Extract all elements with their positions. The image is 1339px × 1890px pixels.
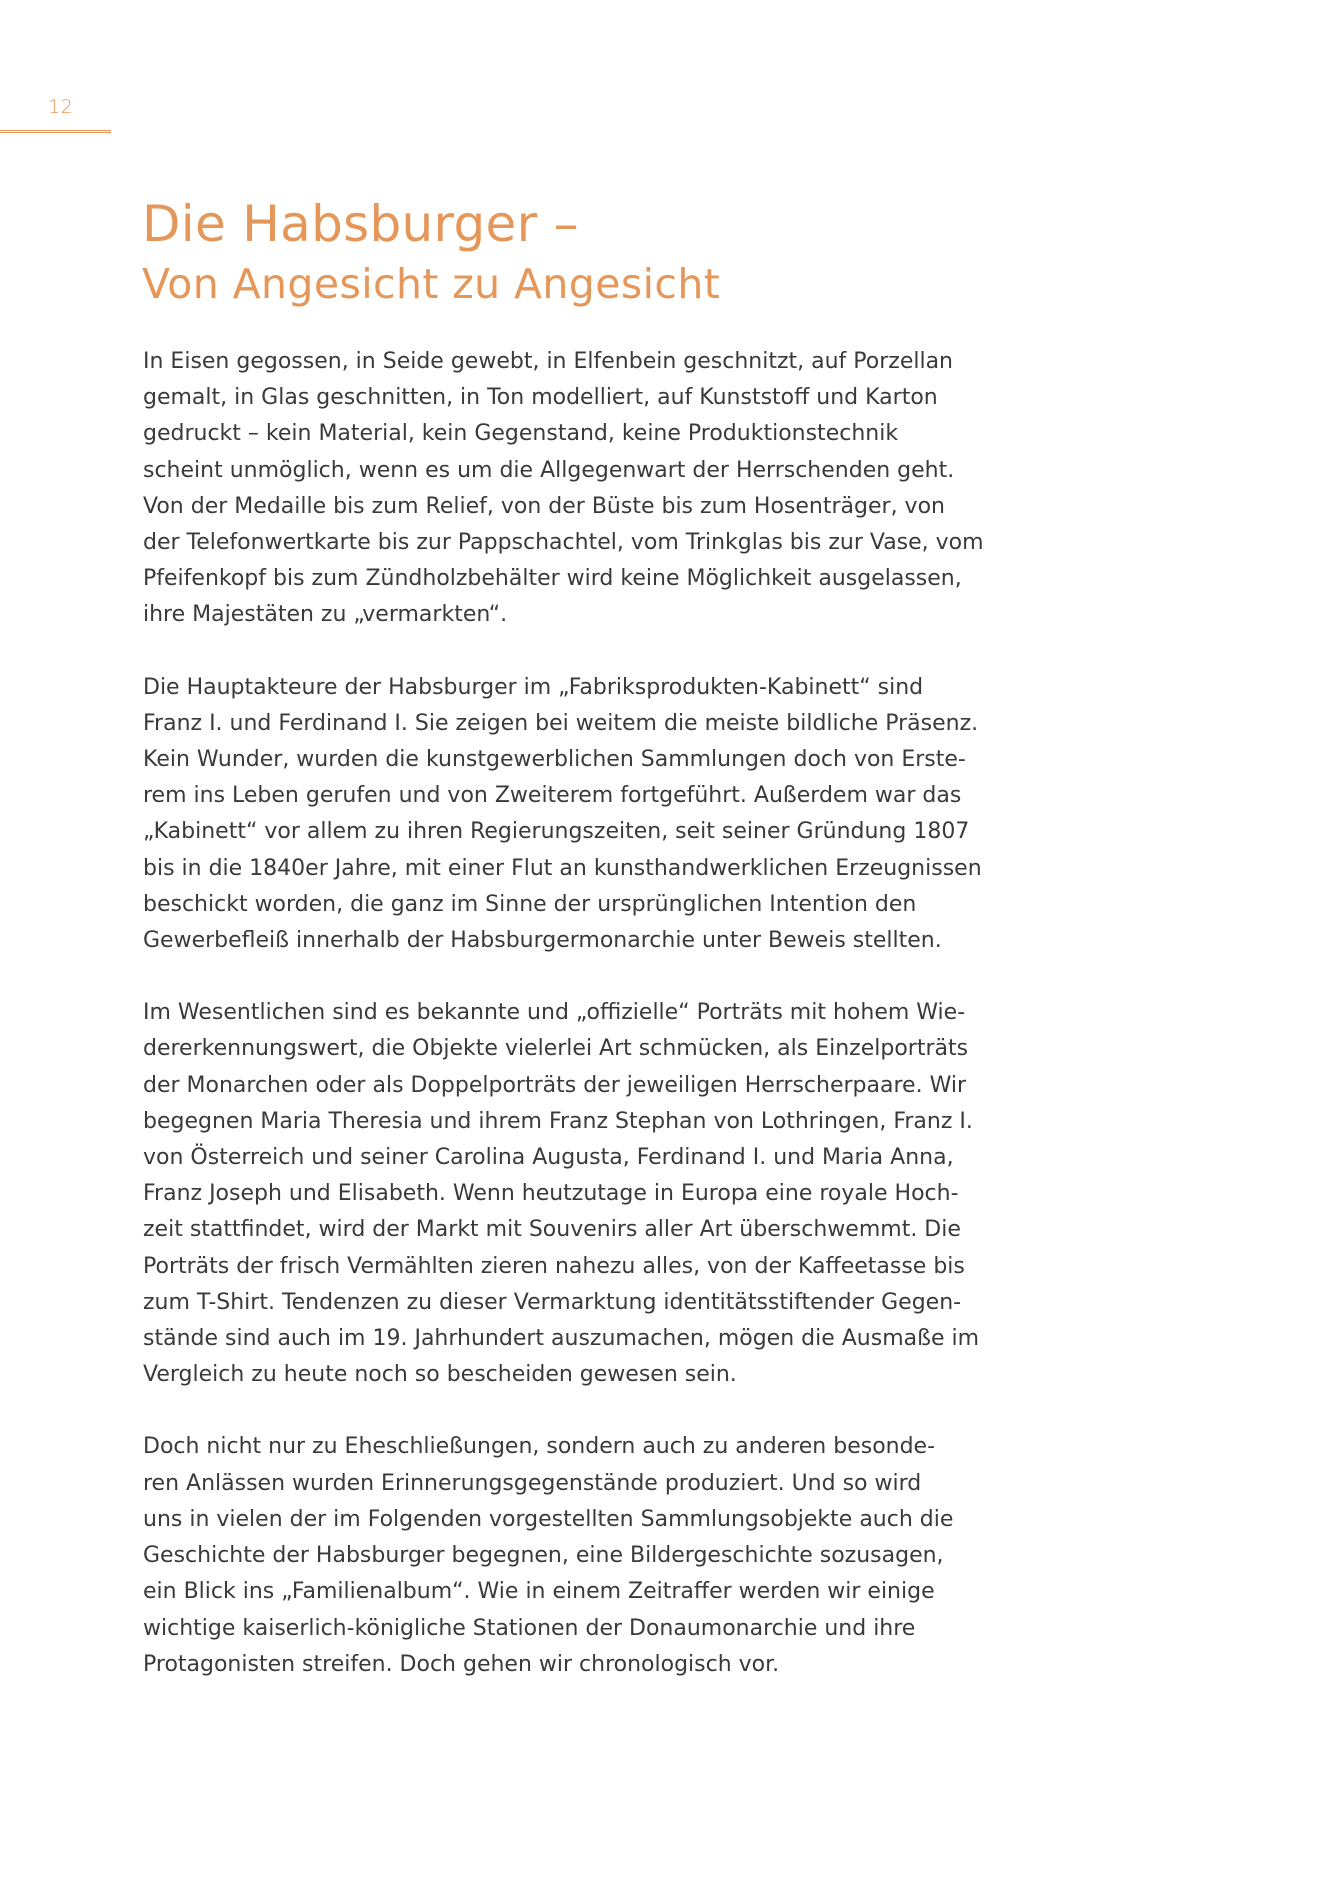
paragraph-1 [143, 344, 1033, 634]
page-number-rule [0, 130, 111, 133]
text-line: Protagonisten streifen. Doch gehen wir chronologisch vor. [143, 1651, 780, 1677]
text-line: der Monarchen oder als Doppelporträts der jeweiligen Herrscherpaare. Wir [143, 1072, 966, 1098]
text-line: In Eisen gegossen, in Seide gewebt, in Elfenbein geschnitzt, auf Porzellan [143, 349, 954, 374]
text-line: gedruckt – kein Material, kein Gegenstand, keine Produktionstechnik [143, 421, 899, 447]
paragraph-2 [143, 670, 1033, 960]
text-line: beschickt worden, die ganz im Sinne der ursprünglichen Intention den [143, 891, 917, 917]
page-number: 12 [48, 96, 74, 118]
text-line: stände sind auch im 19. Jahrhundert auszumachen, mögen die Ausmaße im [143, 1326, 980, 1352]
text-line: uns in vielen der im Folgenden vorgestellten Sammlungsobjekte auch die [143, 1506, 954, 1532]
text-line: Porträts der frisch Vermählten zieren nahezu alles, von der Kaffeetasse bis [143, 1253, 965, 1279]
text-line: „Kabinett“ vor allem zu ihren Regierungszeiten, seit seiner Gründung 1807 [143, 819, 970, 845]
text-line: Pfeifenkopf bis zum Zündholzbehälter wird keine Möglichkeit ausgelassen, [143, 566, 962, 592]
text-line: von Österreich und seiner Carolina Augusta, Ferdinand I. und Maria Anna, [143, 1145, 954, 1171]
text-line: ihre Majestäten zu „vermarkten“. [143, 602, 508, 628]
text-line: Vergleich zu heute noch so bescheiden gewesen sein. [143, 1362, 737, 1388]
text-line: ren Anlässen wurden Erinnerungsgegenstände produziert. Und so wird [143, 1470, 922, 1496]
text-line: Franz I. und Ferdinand I. Sie zeigen bei weitem die meiste bildliche Präsenz. [143, 710, 979, 736]
paragraph-4 [143, 1429, 1033, 1682]
paragraph-3 [143, 995, 1033, 1393]
text-line: begegnen Maria Theresia und ihrem Franz Stephan von Lothringen, Franz I. [143, 1108, 973, 1134]
text-line: Gewerbefleiß innerhalb der Habsburgermonarchie unter Beweis stellten. [143, 928, 942, 954]
text-line: Doch nicht nur zu Eheschließungen, sondern auch zu anderen besonde- [143, 1434, 936, 1460]
text-line: Kein Wunder, wurden die kunstgewerblichen Sammlungen doch von Erste- [143, 747, 966, 773]
text-line: wichtige kaiserlich-königliche Stationen der Donaumonarchie und ihre [143, 1615, 916, 1641]
text-line: zum T-Shirt. Tendenzen zu dieser Vermarktung identitätsstiftender Gegen- [143, 1289, 962, 1315]
text-line: Im Wesentlichen sind es bekannte und „offizielle“ Porträts mit hohem Wie- [143, 1000, 966, 1026]
text-line: Geschichte der Habsburger begegnen, eine Bildergeschichte sozusagen, [143, 1543, 944, 1569]
text-line: rem ins Leben gerufen und von Zweiterem fortgeführt. Außerdem war das [143, 783, 962, 809]
text-line: Die Hauptakteure der Habsburger im „Fabriksprodukten-Kabinett“ sind [143, 674, 924, 700]
text-line: zeit stattfindet, wird der Markt mit Souvenirs aller Art überschwemmt. Die [143, 1217, 961, 1243]
chapter-subtitle: Von Angesicht zu Angesicht [142, 260, 721, 308]
text-line: scheint unmöglich, wenn es um die Allgegenwart der Herrschenden geht. [143, 457, 955, 483]
text-line: der Telefonwertkarte bis zur Pappschachtel, vom Trinkglas bis zur Vase, vom [143, 530, 984, 556]
chapter-heading [142, 192, 1042, 312]
body-text [143, 344, 1033, 1719]
chapter-title: Die Habsburger – [142, 195, 579, 253]
text-line: ein Blick ins „Familienalbum“. Wie in einem Zeitraffer werden wir einige [143, 1579, 935, 1605]
text-line: dererkennungswert, die Objekte vielerlei Art schmücken, als Einzelporträts [143, 1036, 969, 1062]
text-line: bis in die 1840er Jahre, mit einer Flut an kunsthandwerklichen Erzeugnissen [143, 855, 982, 881]
text-line: Franz Joseph und Elisabeth. Wenn heutzutage in Europa eine royale Hoch- [143, 1181, 959, 1207]
text-line: Von der Medaille bis zum Relief, von der Büste bis zum Hosenträger, von [143, 493, 945, 519]
text-line: gemalt, in Glas geschnitten, in Ton modelliert, auf Kunststoff und Karton [143, 385, 938, 411]
